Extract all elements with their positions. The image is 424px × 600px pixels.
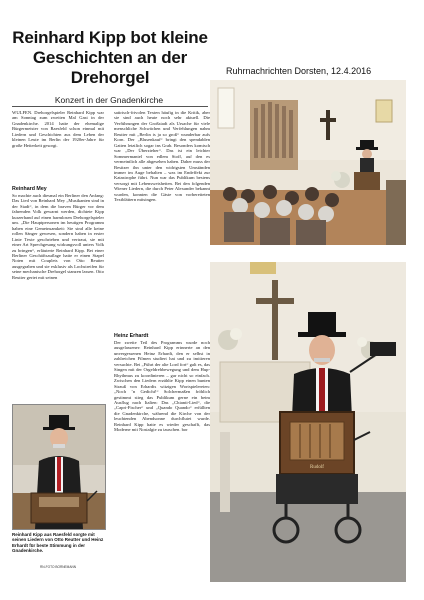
article-column2-body: satirisch-frivolen Texten häufig in die Kritik, aber sie sind auch heute noch sehr aktuell. Die Verführungen der Großstadt als Ursache für viele menschliche Schwächen und Verfehlungen nahm Reutter mit „Berlin is ja so groß“ wunderbar aufs Korn. Der „Blusenkauf“ bringt den spendablen Gatten letztlich sogar ins Grab. Besonders komisch war „Der Überzieher“. Das ist ein leichter Sommermantel von edlem Stoff, auf den es vermeintlich alle abgesehen haben. Daher muss der Besitzer ihn unter den widrigsten Umständen immer im Auge behalten – was im Endeffekt zur Katastrophe führt. Nun war das Publikum bestens versorgt mit Lebensweisheiten. Bei den folgenden Wiener Liedern, die durch Peter Alexander bekannt wurden, konnten die Gäste von vorbereiteten Textblättern mitsingen. <box>114 110 210 203</box>
article-photo-kipp <box>12 404 106 530</box>
section-heading-heinz-erhardt: Heinz Erhardt <box>114 333 149 339</box>
article-section2-body: Der zweite Teil des Programms wurde noch ausgelassener: Reinhard Kipp erinnerte an den unvergessenen Heinz Erhardt, den er selbst in zahlreichen Filmen studiert hat und zu imitieren versuchte. Bei „Führt der alte Lord fort“ galt es, das Singen mit der Orgeldrehbewegung und dem Hup-Rhythmus zu koordinieren – gar nicht so einfach. Zwischen den Liedern erzählte Kipp einen bunten Strauß von Erhardts witzigen Wortspielereien: „Noch ’n Gedicht!“ Solchermaßen fröhlich gestimmt stieg das Publikum gerne ein beim Ausflug nach Italien: Das „Chianti-Lied“, die „Capri-Fischer“ und „Quando Quando“ erfüllten die Gnadenkirche, während die Kirche von der leuchtenden Abendsonne durchflutet wurde. Reinhard Kipp hatte es wieder geschafft, das Moderne mit Nostalgie zu tauschen. bor <box>114 340 210 433</box>
article-subhead: Konzert in der Gnadenkirche <box>54 95 164 105</box>
photo-caption: Reinhard Kipp aus Raesfeld sorgte mit seinen Liedern von Otto Reutter und Heinz Erhardt für beste Stimmung in der Gnadenkirche. <box>12 532 104 553</box>
article-section1-body: So machte auch diesmal ein Berliner den Anfang: Das Lied von Reinhard Mey „Musikanten sind in der Stadt“, in dem die braven Bürger vor dem fahrenden Volk gewarnt werden, dichtete Kipp kurzerhand auf einen harmlosen Drehorgelspieler um. „Die Hauptpersonen im heutigen Programm haben eine Gemeinsamkeit: Sie sind alle keine rollen Sänger gewesen, sondern haben in erster Linie Texte geschrieben und vertraut, sie mit einer Art Sprechgesang wirkungsvoll unters Volk zu bringen“, erläuterte Reinhard Kipp. Bei einer Berliner Geschäftsauflage hatte er einen Stapel Noten mit Couplets von Otto Reutter ausgegraben und sie exklusiv als Lochstreifen für seine mechanische Drehorgel stanzen lassen. Otto Reutter geriet mit seinen <box>12 193 106 280</box>
article-intro: WULFEN. Drehorgelspieler Reinhard Kipp war am Sonntag zum zweiten Mal Gast in der Gnadenkirche. 2014 hatte der ehemalige Bürgermeister von Raesfeld schon einmal mit Liedern und Geschichten aus dem Leben der kleinen Leute im Berlin der 1920er-Jahre für große Heiterkeit gesorgt. <box>12 110 106 148</box>
headline-rule <box>12 106 208 107</box>
performer-barrel-organ-photo <box>210 262 406 582</box>
article-headline: Reinhard Kipp bot kleine Geschichten an der Drehorgel <box>12 28 208 87</box>
source-label: Ruhrnachrichten Dorsten, 12.4.2016 <box>226 66 372 76</box>
church-audience-photo <box>210 80 406 245</box>
photo-credit: RN-FOTO BORNEMANN <box>40 565 77 569</box>
organ-maker-label: Rudolf <box>310 465 324 470</box>
section-heading-reinhard-mey: Reinhard Mey <box>12 186 47 192</box>
